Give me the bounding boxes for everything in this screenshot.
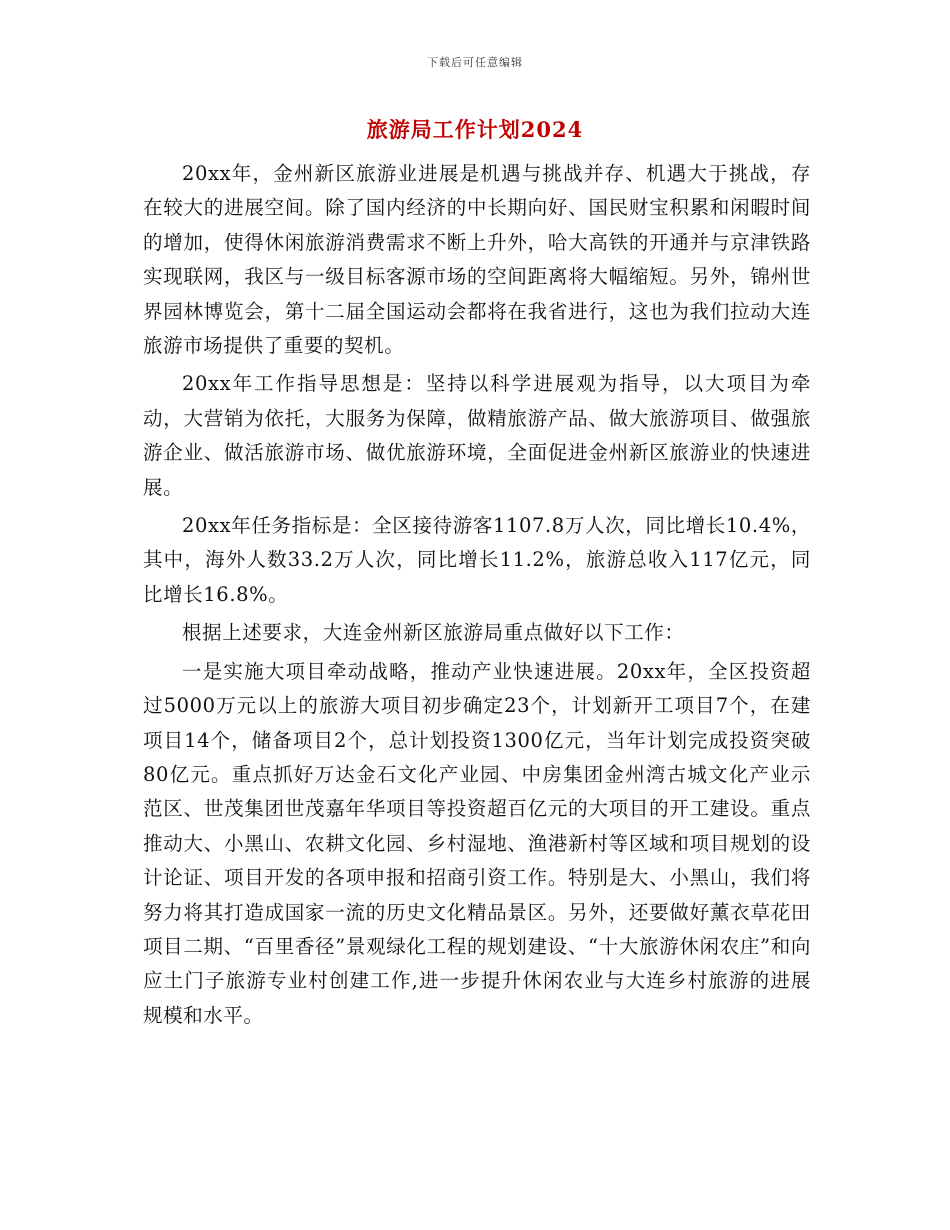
document-title: 旅游局工作计划2024 (366, 117, 584, 142)
paragraph-major-projects: 一是实施大项目牵动战略，推动产业快速进展。20xx年，全区投资超过5000万元以上的旅游大项目初步确定23个，计划新开工项目7个，在建项目14个，储备项目2个，总计划投资1300亿元，当年计划完成投资突破80亿元。重点抓好万达金石文化产业园、中房集团金州湾古城文化产业示范区、世茂集团世茂嘉年华项目等投资超百亿元的大项目的开工建设。重点推动大、小黑山、农耕文化园、乡村湿地、渔港新村等区域和项目规划的设计论证、项目开发的各项申报和招商引资工作。特别是大、小黑山，我们将努力将其打造成国家一流的历史文化精品景区。另外，还要做好薰衣草花田项目二期、“百里香径”景观绿化工程的规划建设、“十大旅游休闲农庄”和向应土门子旅游专业村创建工作,进一步提升休闲农业与大连乡村旅游的进展规模和水平。 (143, 659, 811, 1027)
paragraph-targets: 20xx年任务指标是：全区接待游客1107.8万人次，同比增长10.4%，其中，海外人数33.2万人次，同比增长11.2%，旅游总收入117亿元，同比增长16.8%。 (143, 514, 811, 606)
paragraph-work-intro: 根据上述要求，大连金州新区旅游局重点做好以下工作： (182, 621, 685, 645)
paragraph-guiding-idea: 20xx年工作指导思想是：坚持以科学进展观为指导，以大项目为牵动，大营销为依托，大服务为保障，做精旅游产品、做大旅游项目、做强旅游企业、做活旅游市场、做优旅游环境，全面促进金州新区旅游业的快速进展。 (143, 372, 811, 499)
document-body (143, 157, 811, 1037)
page-header-note: 下载后可任意编辑 (427, 56, 523, 69)
paragraph-outlook: 20xx年，金州新区旅游业进展是机遇与挑战并存、机遇大于挑战，存在较大的进展空间。除了国内经济的中长期向好、国民财宝积累和闲暇时间的增加，使得休闲旅游消费需求不断上升外，哈大高铁的开通并与京津铁路实现联网，我区与一级目标客源市场的空间距离将大幅缩短。另外，锦州世界园林博览会，第十二届全国运动会都将在我省进行，这也为我们拉动大连旅游市场提供了重要的契机。 (143, 162, 811, 358)
